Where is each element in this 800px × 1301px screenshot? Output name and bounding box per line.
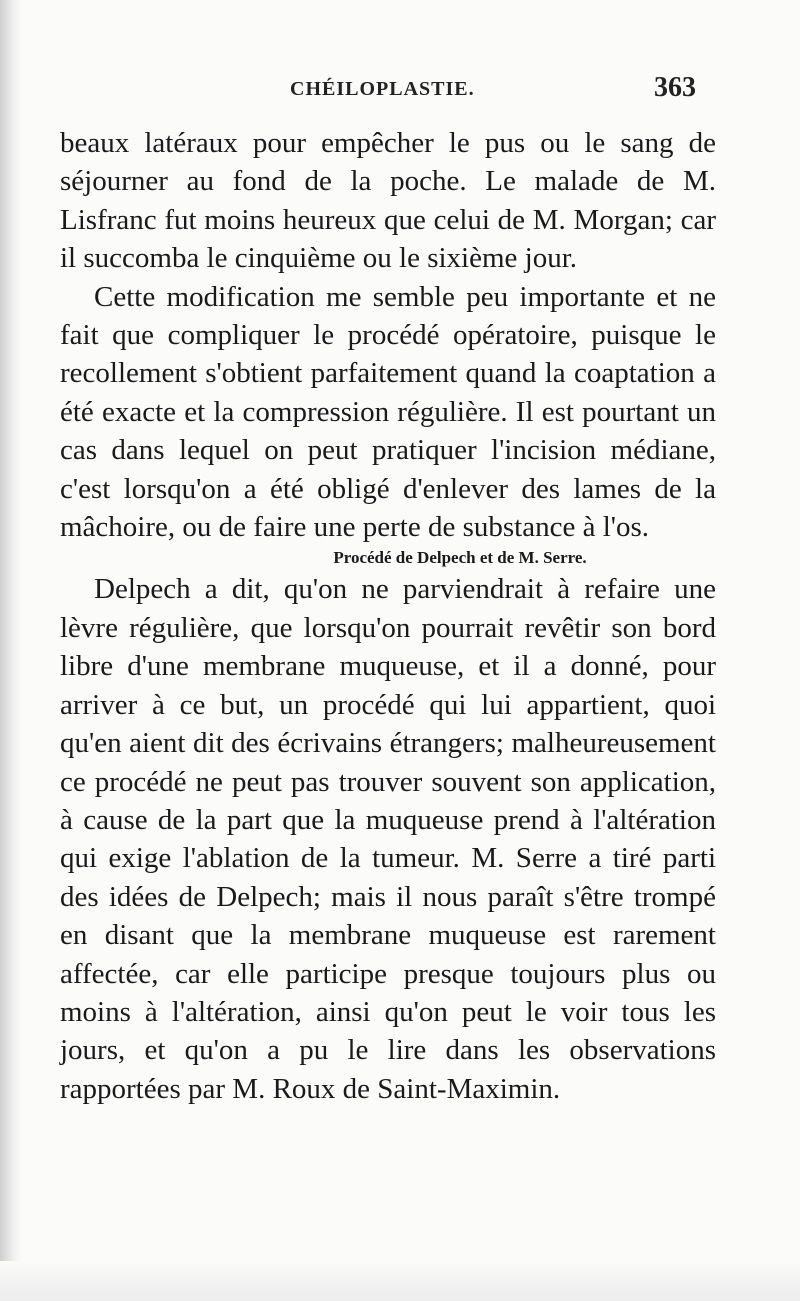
- paragraph-2: Cette modification me semble peu importante et ne fait que compliquer le procédé opératoire, puisque le recollement s'obtient parfaitement quand la coaptation a été exacte et la compression régulière. Il est pourtant un cas dans lequel on peut pratiquer l'incision médiane, c'est lorsqu'on a été obligé d'enlever des lames de la mâchoire, ou de faire une perte de substance à l'os.: [60, 280, 716, 544]
- paragraph-1: beaux latéraux pour empêcher le pus ou le sang de séjourner au fond de la poche. Le malade de M. Lisfranc fut moins heureux que celui de M. Morgan; car il succomba le cinquième ou le sixième jour.: [60, 127, 716, 275]
- page-gutter-shadow: [0, 0, 22, 1301]
- page-number: 363: [654, 72, 696, 103]
- body-text: [60, 124, 716, 1108]
- paragraph-3: Delpech a dit, qu'on ne parviendrait à refaire une lèvre régulière, que lorsqu'on pourrait revêtir son bord libre d'une membrane muqueuse, et il a donné, pour arriver à ce but, un procédé qui lui appartient, quoi qu'en aient dit des écrivains étrangers; malheureusement ce procédé ne peut pas trouver souvent son application, à cause de la part que la muqueuse prend à l'altération qui exige l'ablation de la tumeur. M. Serre a tiré parti des idées de Delpech; mais il nous paraît s'être trompé en disant que la membrane muqueuse est rarement affectée, car elle participe presque toujours plus ou moins à l'altération, ainsi qu'on peut le voir tous les jours, et qu'on a pu le lire dans les observations rapportées par M. Roux de Saint-Maximin.: [60, 573, 716, 1105]
- page-bottom-shadow: [0, 1261, 800, 1301]
- running-title: CHÉILOPLASTIE.: [290, 78, 475, 100]
- section-heading: Procédé de Delpech et de M. Serre.: [333, 548, 587, 568]
